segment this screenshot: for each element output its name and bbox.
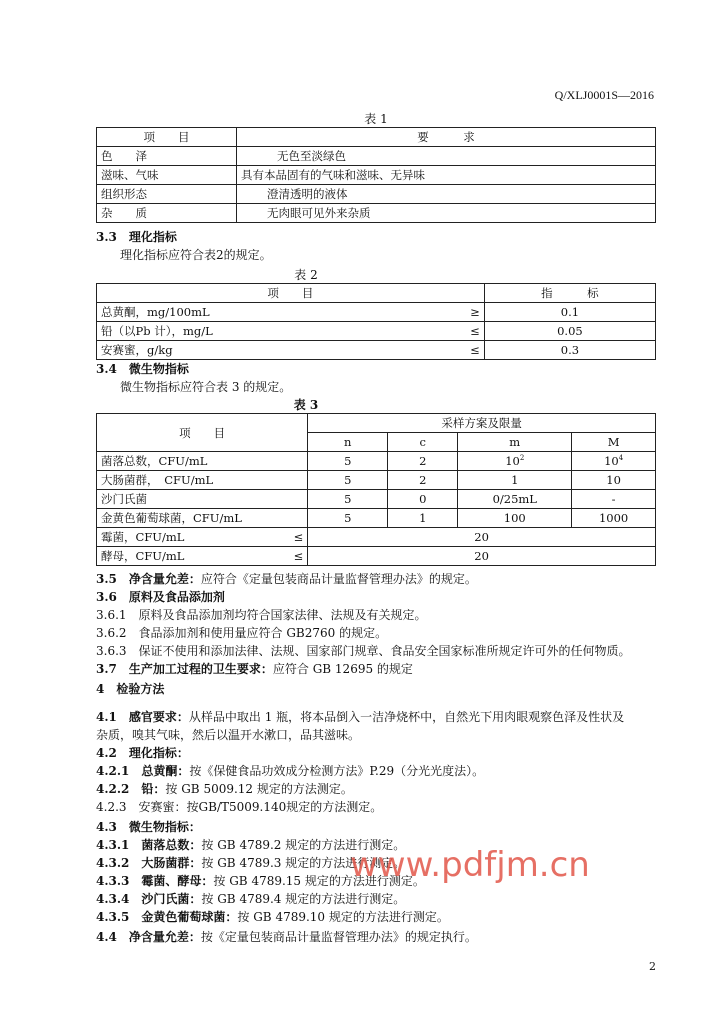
para-4-3-1-text: 按 GB 4789.2 规定的方法进行测定。 — [201, 838, 406, 852]
para-4-3-2-title: 4.3.2 大肠菌群： — [96, 856, 202, 870]
para-4-3-3-text: 按 GB 4789.15 规定的方法进行测定。 — [213, 874, 425, 888]
section-3-3-text: 理化指标应符合表2的规定。 — [120, 248, 272, 262]
para-4-3-title: 4.3 微生物指标： — [96, 820, 201, 834]
table-row — [97, 204, 656, 223]
para-3-6-3: 3.6.3 保证不使用和添加法律、法规、国家部门规章、食品安全国家标准所规定许可外的任何物质。 — [96, 644, 631, 658]
table3-cell: 0 — [388, 490, 458, 509]
page-number: 2 — [649, 960, 656, 973]
table3-operator: ≤ — [247, 547, 308, 566]
table-row — [97, 147, 656, 166]
table-row — [97, 414, 656, 433]
table3-cell: 沙门氏菌 — [97, 490, 308, 509]
table1-cell: 组织形态 — [97, 185, 237, 204]
table3-cell: 2 — [388, 471, 458, 490]
para-4-1-title: 4.1 感官要求： — [96, 710, 189, 724]
table3-cell: 2 — [388, 452, 458, 471]
table3-cell: 5 — [308, 490, 388, 509]
table2-cell: 0.05 — [484, 322, 655, 341]
para-4-2-1-text: 按《保健食品功效成分检测方法》P.29（分光光度法）。 — [189, 764, 485, 778]
para-4-4-title: 4.4 净含量允差： — [96, 930, 201, 944]
para-4-2-2-text: 按 GB 5009.12 规定的方法测定。 — [165, 782, 353, 796]
table2 — [96, 283, 656, 360]
table1-cell: 澄清透明的液体 — [237, 185, 656, 204]
table-row — [97, 341, 656, 360]
table3-header-plan: 采样方案及限量 — [308, 414, 656, 433]
table3-cell: 大肠菌群， CFU/mL — [97, 471, 308, 490]
table2-operator: ≥ — [387, 303, 485, 322]
table3-cell: 0/25mL — [458, 490, 572, 509]
table1-header-requirement: 要 求 — [237, 128, 656, 147]
m-exponent: 2 — [519, 454, 525, 463]
table1-cell: 具有本品固有的气味和滋味、无异味 — [237, 166, 656, 185]
para-4-2-title: 4.2 理化指标： — [96, 746, 189, 760]
table2-cell: 铅（以Pb 计），mg/L — [97, 322, 387, 341]
table1-cell: 无肉眼可见外来杂质 — [237, 204, 656, 223]
table2-cell: 总黄酮，mg/100mL — [97, 303, 387, 322]
table3-cell: 金黄色葡萄球菌，CFU/mL — [97, 509, 308, 528]
table3-cell: 1000 — [572, 509, 656, 528]
table1-header-item: 项 目 — [97, 128, 237, 147]
table3-cell: 20 — [308, 547, 656, 566]
para-3-6-1: 3.6.1 原料及食品添加剂均符合国家法律、法规及有关规定。 — [96, 608, 427, 622]
para-4-3-4-text: 按 GB 4789.4 规定的方法进行测定。 — [201, 892, 406, 906]
table2-cell: 安赛蜜，g/kg — [97, 341, 387, 360]
table3-operator: ≤ — [247, 528, 308, 547]
para-4-1-cont: 杂质，嗅其气味，然后以温开水漱口，品其滋味。 — [96, 728, 361, 742]
table3-header-item: 项 目 — [97, 414, 308, 452]
table-row — [97, 322, 656, 341]
para-3-7-title: 3.7 生产加工过程的卫生要求： — [96, 662, 273, 676]
para-3-5-title: 3.5 净含量允差： — [96, 572, 201, 586]
para-4-1 — [96, 708, 624, 726]
table-row — [97, 547, 656, 566]
table2-caption: 表 2 — [294, 268, 318, 282]
table3-cell: 霉菌，CFU/mL — [97, 528, 247, 547]
table2-operator: ≤ — [387, 341, 485, 360]
table3-cell: 5 — [308, 509, 388, 528]
para-4-2-1-title: 4.2.1 总黄酮： — [96, 764, 190, 778]
section-3-4-text: 微生物指标应符合表 3 的规定。 — [120, 380, 292, 394]
table3-subheader: m — [458, 433, 572, 452]
section-3-4-title: 3.4 微生物指标 — [96, 362, 189, 376]
table-row — [97, 528, 656, 547]
table3-cell: 5 — [308, 452, 388, 471]
table3-cell: 20 — [308, 528, 656, 547]
table3-cell: 10 — [572, 471, 656, 490]
para-4-3-3-title: 4.3.3 霉菌、酵母： — [96, 874, 214, 888]
section-4-title: 4 检验方法 — [96, 682, 165, 696]
table3-subheader: c — [388, 433, 458, 452]
table-row — [97, 166, 656, 185]
para-4-3-2-text: 按 GB 4789.3 规定的方法进行测定。 — [201, 856, 406, 870]
para-4-1-text: 从样品中取出 1 瓶，将本品倒入一洁净烧杯中，自然光下用肉眼观察色泽及性状及 — [188, 710, 625, 724]
table2-header-item: 项 目 — [97, 284, 485, 303]
para-4-2-2 — [96, 780, 353, 798]
table1-cell: 无色至淡绿色 — [237, 147, 656, 166]
table2-operator: ≤ — [387, 322, 485, 341]
table3 — [96, 413, 656, 566]
table3-cell: 1 — [388, 509, 458, 528]
table2-cell: 0.1 — [484, 303, 655, 322]
table1-cell: 色 泽 — [97, 147, 237, 166]
M-exponent: 4 — [618, 454, 624, 463]
para-4-3-4-title: 4.3.4 沙门氏菌： — [96, 892, 202, 906]
table2-header-index: 指 标 — [484, 284, 655, 303]
table-row — [97, 185, 656, 204]
table3-caption: 表 3 — [293, 398, 319, 412]
m-base: 10 — [505, 454, 520, 468]
table3-subheader: n — [308, 433, 388, 452]
table-row — [97, 471, 656, 490]
table-row — [97, 128, 656, 147]
table3-subheader: M — [572, 433, 656, 452]
para-4-4 — [96, 928, 477, 946]
para-3-7 — [96, 660, 413, 678]
para-4-4-text: 按《定量包装商品计量监督管理办法》的规定执行。 — [200, 930, 477, 944]
table-row — [97, 509, 656, 528]
watermark: www.pdfjm.cn — [350, 845, 590, 885]
section-3-3-title: 3.3 理化指标 — [96, 230, 177, 244]
table2-cell: 0.3 — [484, 341, 655, 360]
para-4-3-1-title: 4.3.1 菌落总数： — [96, 838, 202, 852]
M-base: 10 — [604, 454, 619, 468]
table3-cell — [458, 452, 572, 471]
document-code: Q/XLJ0001S—2016 — [554, 88, 654, 102]
para-3-5-text: 应符合《定量包装商品计量监督管理办法》的规定。 — [200, 572, 477, 586]
table1-cell: 杂 质 — [97, 204, 237, 223]
table1-caption: 表 1 — [364, 112, 388, 126]
para-4-3-4 — [96, 890, 405, 908]
para-4-3-5-title: 4.3.5 金黄色葡萄球菌： — [96, 910, 238, 924]
para-4-2-2-title: 4.2.2 铅： — [96, 782, 166, 796]
table-row — [97, 303, 656, 322]
table3-cell: 菌落总数，CFU/mL — [97, 452, 308, 471]
para-4-3-5-text: 按 GB 4789.10 规定的方法进行测定。 — [237, 910, 449, 924]
table3-cell: - — [572, 490, 656, 509]
table1 — [96, 127, 656, 223]
table3-cell: 5 — [308, 471, 388, 490]
table3-cell: 100 — [458, 509, 572, 528]
table-row — [97, 452, 656, 471]
para-4-3-5 — [96, 908, 449, 926]
para-3-7-text: 应符合 GB 12695 的规定 — [272, 662, 413, 676]
para-3-6-title: 3.6 原料及食品添加剂 — [96, 590, 225, 604]
table1-cell: 滋味、气味 — [97, 166, 237, 185]
para-3-6-2: 3.6.2 食品添加剂和使用量应符合 GB2760 的规定。 — [96, 626, 388, 640]
table3-cell — [572, 452, 656, 471]
table3-cell: 酵母，CFU/mL — [97, 547, 247, 566]
table-row — [97, 490, 656, 509]
para-4-2-3: 4.2.3 安赛蜜：按GB/T5009.140规定的方法测定。 — [96, 800, 383, 814]
para-4-2-1 — [96, 762, 484, 780]
para-3-5 — [96, 570, 477, 588]
table3-cell: 1 — [458, 471, 572, 490]
table-row — [97, 284, 656, 303]
